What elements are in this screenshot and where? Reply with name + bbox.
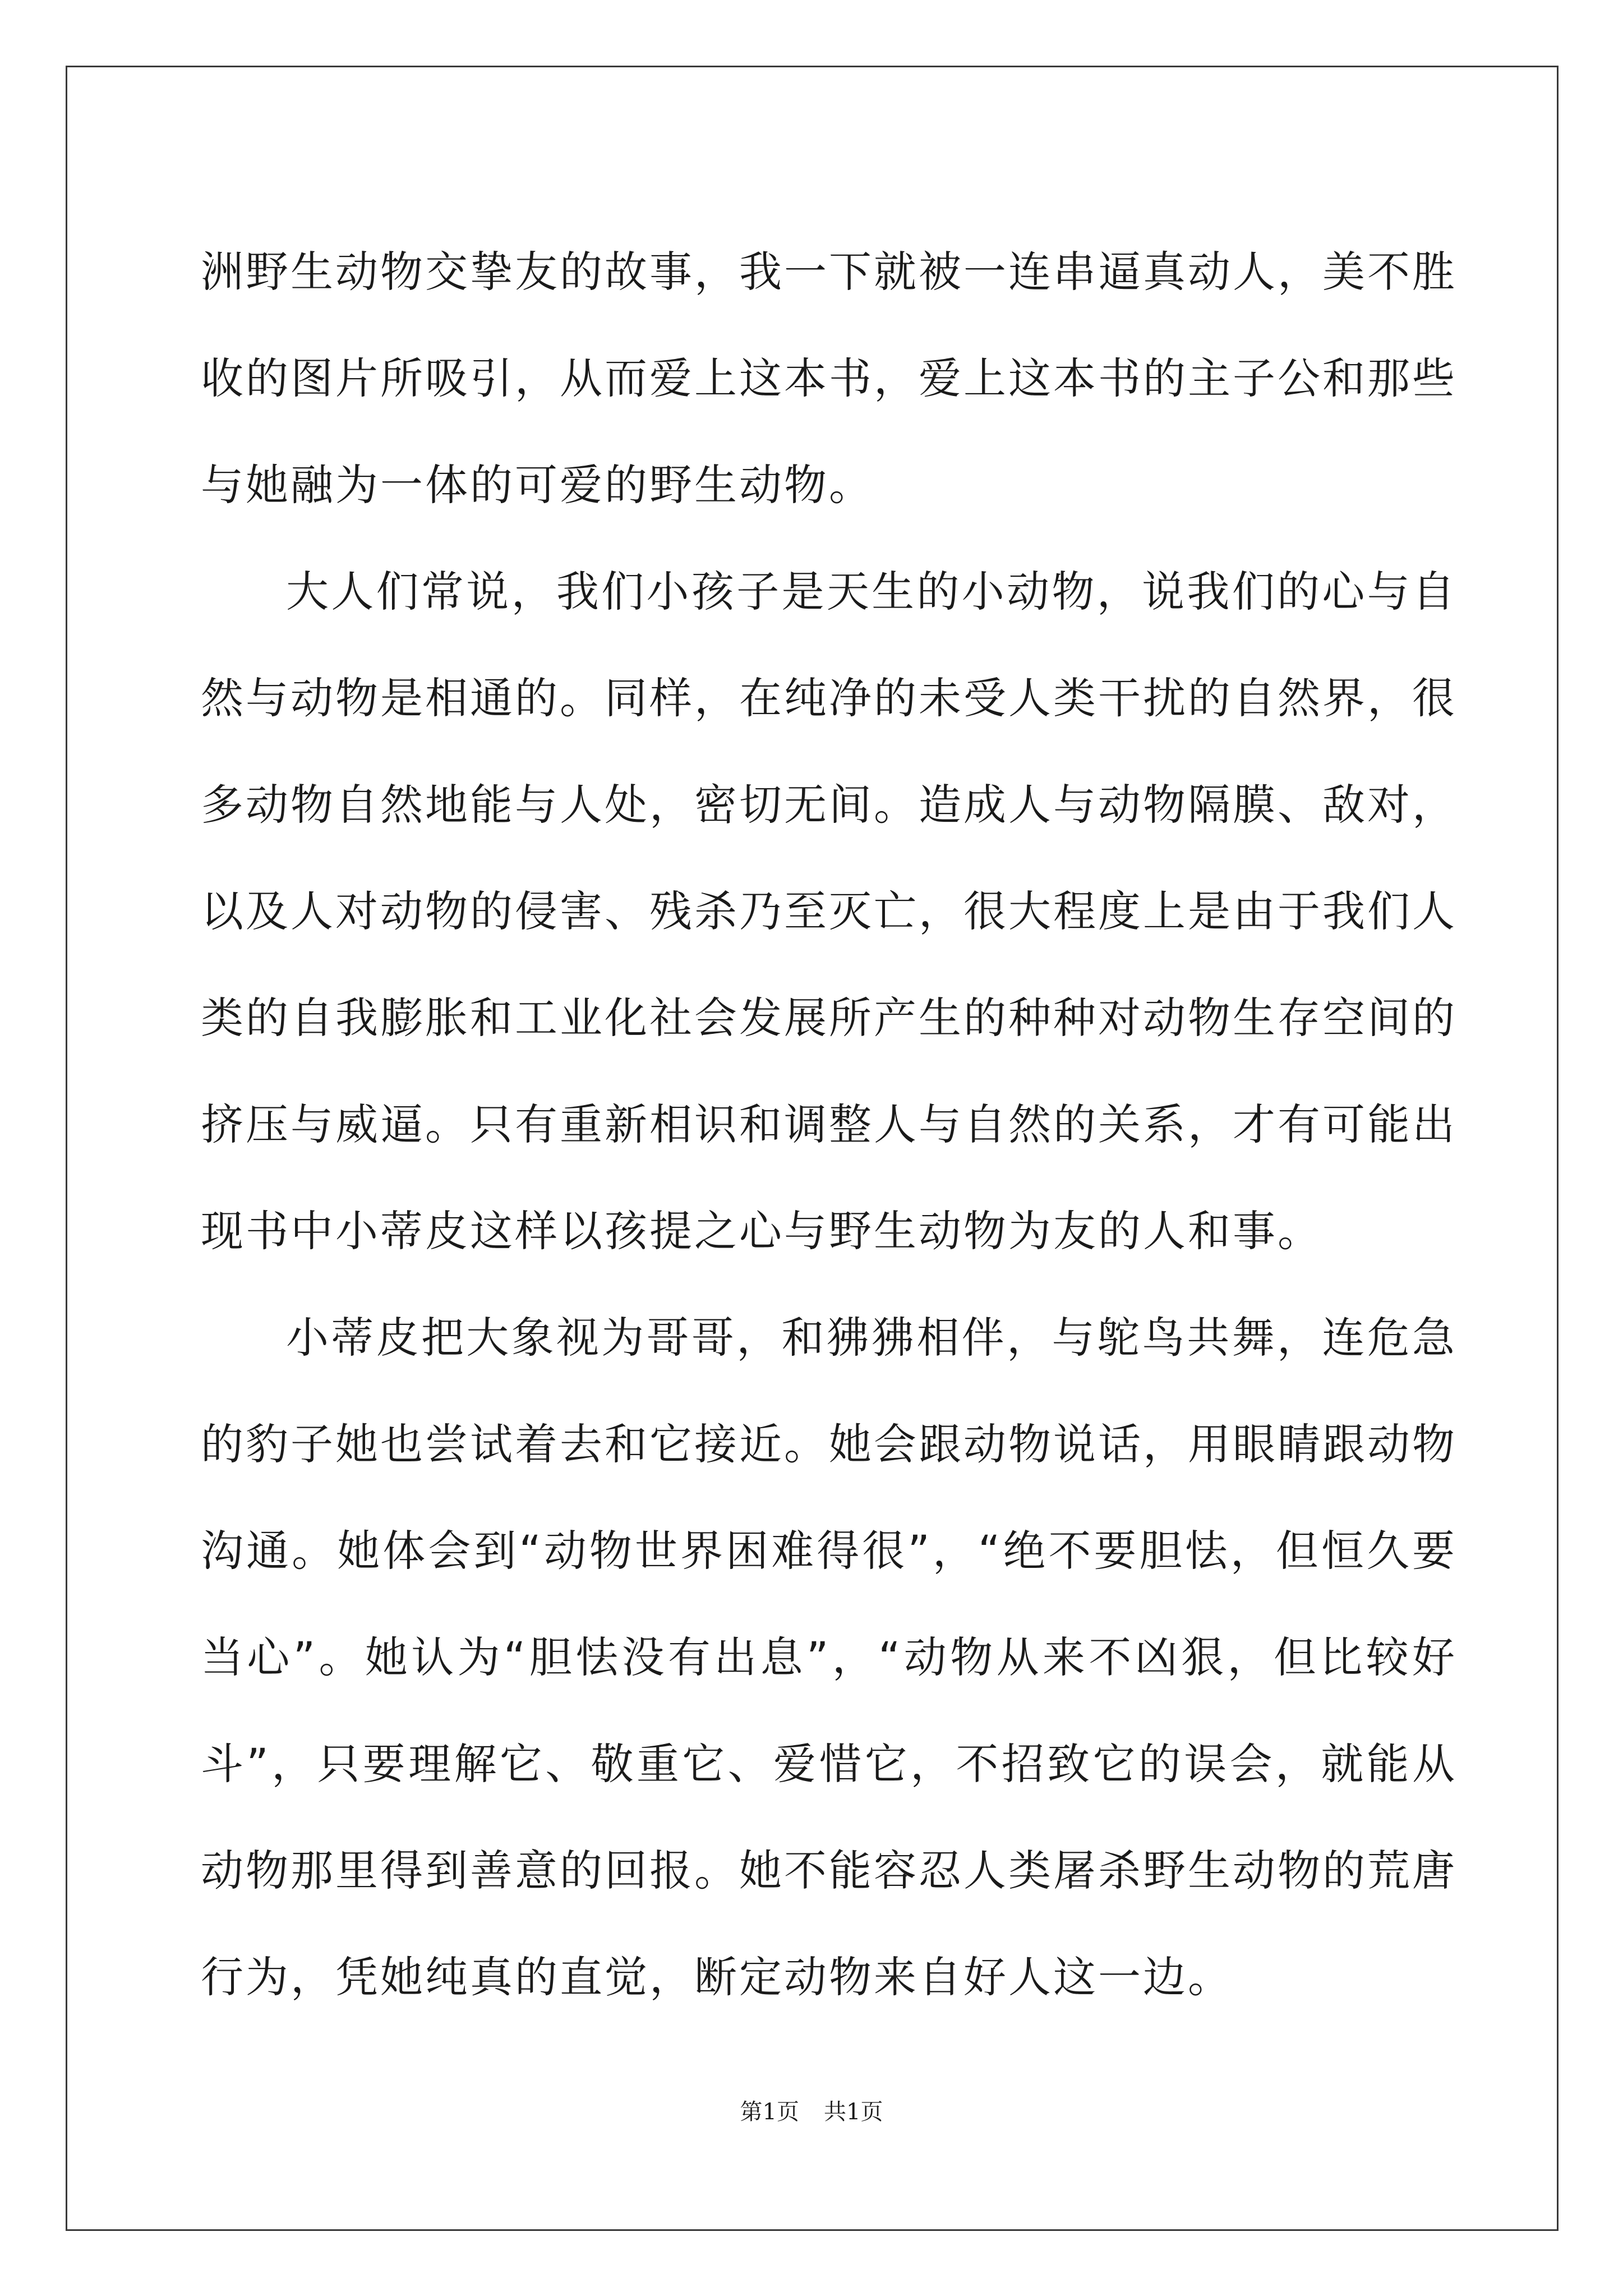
paragraph-2: 大人们常说，我们小孩子是天生的小动物，说我们的心与自然与动物是相通的。同样，在纯净的未受人类干扰的自然界，很多动物自然地能与人处，密切无间。造成人与动物隔膜、敌对，以及人对动物的侵害、残杀乃至灭亡，很大程度上是由于我们人类的自我膨胀和工业化社会发展所产生的种种对动物生存空间的挤压与威逼。只有重新相识和调整人与自然的关系，才有可能出现书中小蒂皮这样以孩提之心与野生动物为友的人和事。 [201, 567, 1457, 1256]
paragraph-1: 洲野生动物交挚友的故事，我一下就被一连串逼真动人，美不胜收的图片所吸引，从而爱上这本书，爱上这本书的主子公和那些与她融为一体的可爱的野生动物。 [201, 247, 1457, 510]
page-number-current: 第1页 [740, 2099, 799, 2125]
paragraph-3: 小蒂皮把大象视为哥哥，和狒狒相伴，与鸵鸟共舞，连危急的豹子她也尝试着去和它接近。她会跟动物说话，用眼睛跟动物沟通。她体会到“动物世界困难得很”，“绝不要胆怯，但恒久要当心”。她认为“胆怯没有出息”，“动物从来不凶狠，但比较好斗”，只要理解它、敬重它、爱惜它，不招致它的误会，就能从动物那里得到善意的回报。她不能容忍人类屠杀野生动物的荒唐行为，凭她纯真的直觉，断定动物来自好人这一边。 [201, 1313, 1457, 2002]
page-footer [0, 2095, 1623, 2129]
document-body [201, 219, 1457, 2031]
page-number-total: 共1页 [824, 2099, 883, 2125]
